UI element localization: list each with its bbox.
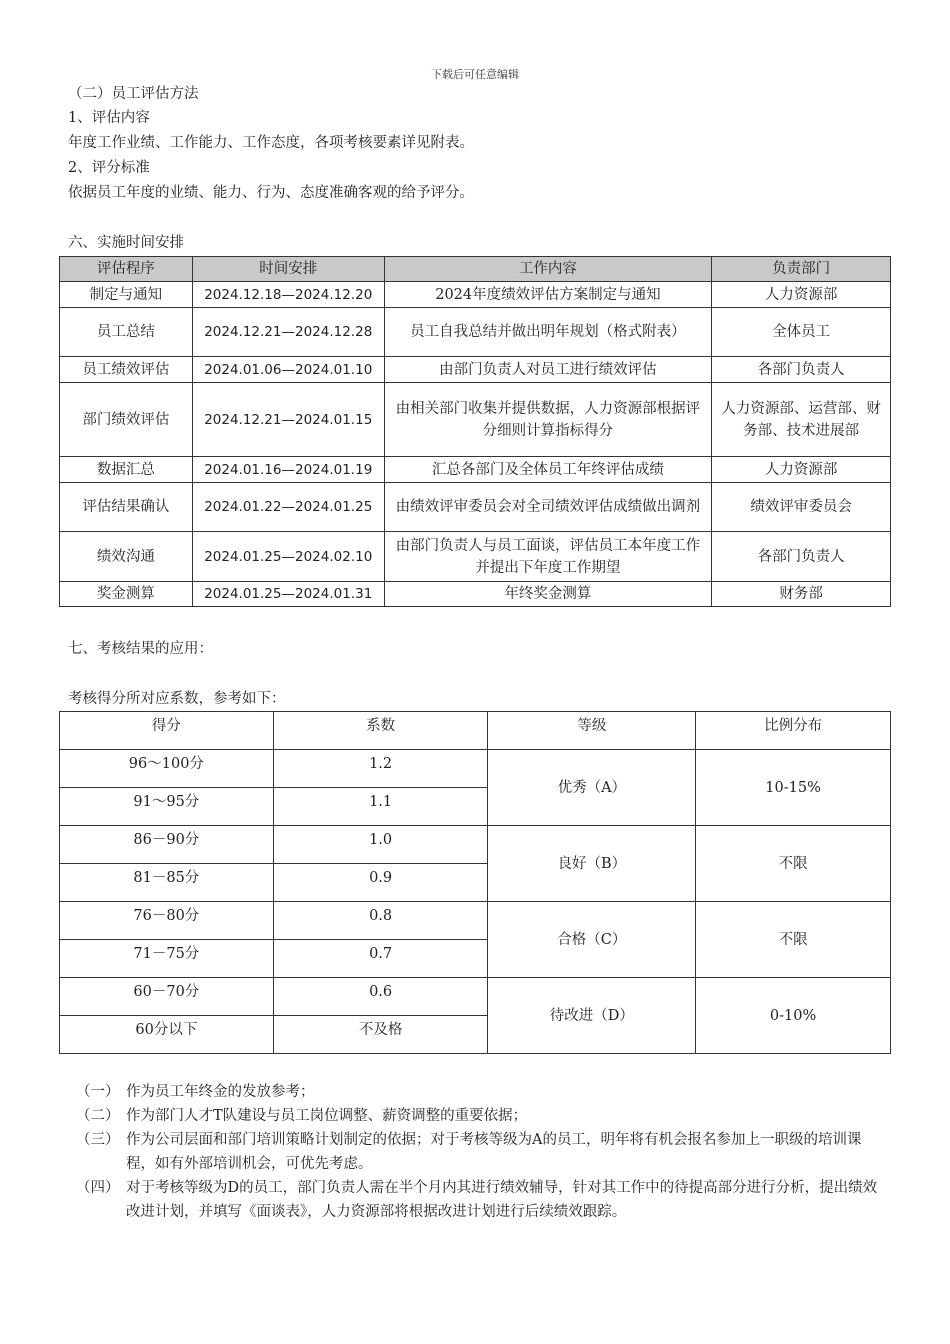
results-title: 七、考核结果的应用： xyxy=(68,641,213,657)
list-item-number: （一） xyxy=(76,1084,120,1100)
table-row xyxy=(60,826,891,864)
table-row xyxy=(60,532,891,582)
score-range: 96～100分 xyxy=(60,750,274,788)
schedule-dept: 财务部 xyxy=(712,582,891,607)
grade-cell: 良好（B） xyxy=(488,826,696,902)
schedule-time: 2024.12.21—2024.12.28 xyxy=(192,308,384,357)
grade-cell: 合格（C） xyxy=(488,902,696,978)
schedule-content: 汇总各部门及全体员工年终评估成绩 xyxy=(384,457,712,483)
list-item xyxy=(76,1176,886,1224)
schedule-time: 2024.01.06—2024.01.10 xyxy=(192,357,384,383)
score-table xyxy=(59,711,891,1054)
table-row xyxy=(60,902,891,940)
ratio-cell: 0-10% xyxy=(696,978,891,1054)
ratio-cell: 不限 xyxy=(696,826,891,902)
score-coef: 0.6 xyxy=(273,978,488,1016)
table-row xyxy=(60,282,891,308)
applications-list xyxy=(76,1080,886,1224)
schedule-step: 员工总结 xyxy=(60,308,193,357)
list-item xyxy=(76,1080,886,1104)
list-item xyxy=(76,1128,886,1176)
section-eval-title: （二）员工评估方法 xyxy=(68,86,199,102)
schedule-content: 年终奖金测算 xyxy=(384,582,712,607)
score-coef: 1.1 xyxy=(273,788,488,826)
schedule-step: 评估结果确认 xyxy=(60,483,193,532)
score-coef: 1.0 xyxy=(273,826,488,864)
schedule-dept: 绩效评审委员会 xyxy=(712,483,891,532)
schedule-dept: 全体员工 xyxy=(712,308,891,357)
score-range: 60－70分 xyxy=(60,978,274,1016)
schedule-title: 六、实施时间安排 xyxy=(68,235,184,251)
schedule-step: 制定与通知 xyxy=(60,282,193,308)
score-coef: 1.2 xyxy=(273,750,488,788)
schedule-time: 2024.01.22—2024.01.25 xyxy=(192,483,384,532)
list-item-text: 作为员工年终金的发放参考； xyxy=(126,1084,315,1100)
schedule-header-cell: 时间安排 xyxy=(192,257,384,282)
table-row xyxy=(60,582,891,607)
grade-cell: 优秀（A） xyxy=(488,750,696,826)
list-item-number: （二） xyxy=(76,1108,120,1124)
table-row xyxy=(60,483,891,532)
score-range: 91～95分 xyxy=(60,788,274,826)
eval-item1-text: 年度工作业绩、工作能力、工作态度，各项考核要素详见附表。 xyxy=(68,135,474,151)
score-header-cell: 比例分布 xyxy=(696,712,891,750)
schedule-time: 2024.12.18—2024.12.20 xyxy=(192,282,384,308)
ratio-cell: 10-15% xyxy=(696,750,891,826)
schedule-dept: 各部门负责人 xyxy=(712,357,891,383)
schedule-time: 2024.01.25—2024.01.31 xyxy=(192,582,384,607)
eval-item2-title: 2、评分标准 xyxy=(68,160,150,176)
schedule-dept: 人力资源部、运营部、财务部、技术进展部 xyxy=(712,383,891,457)
score-coef: 0.8 xyxy=(273,902,488,940)
schedule-step: 数据汇总 xyxy=(60,457,193,483)
schedule-dept: 人力资源部 xyxy=(712,457,891,483)
score-range: 71－75分 xyxy=(60,940,274,978)
schedule-content: 由绩效评审委员会对全司绩效评估成绩做出调剂 xyxy=(384,483,712,532)
schedule-content: 由部门负责人与员工面谈，评估员工本年度工作并提出下年度工作期望 xyxy=(384,532,712,582)
schedule-header-row xyxy=(60,257,891,282)
score-header-row xyxy=(60,712,891,750)
score-range: 86－90分 xyxy=(60,826,274,864)
schedule-time: 2024.12.21—2024.01.15 xyxy=(192,383,384,457)
score-range: 76－80分 xyxy=(60,902,274,940)
table-row xyxy=(60,308,891,357)
table-row xyxy=(60,383,891,457)
score-header-cell: 系数 xyxy=(273,712,488,750)
schedule-header-cell: 工作内容 xyxy=(384,257,712,282)
list-item-number: （四） xyxy=(76,1180,120,1196)
schedule-step: 绩效沟通 xyxy=(60,532,193,582)
eval-item2-text: 依据员工年度的业绩、能力、行为、态度准确客观的给予评分。 xyxy=(68,185,474,201)
score-range: 60分以下 xyxy=(60,1016,274,1054)
schedule-header-cell: 评估程序 xyxy=(60,257,193,282)
table-row xyxy=(60,750,891,788)
page-header-note: 下载后可任意编辑 xyxy=(431,68,519,81)
eval-item1-title: 1、评估内容 xyxy=(68,110,150,126)
list-item-text: 作为公司层面和部门培训策略计划制定的依据；对于考核等级为A的员工，明年将有机会报名参加上一职级的培训课程，如有外部培训机会，可优先考虑。 xyxy=(126,1132,862,1172)
schedule-content: 由部门负责人对员工进行绩效评估 xyxy=(384,357,712,383)
score-coef: 不及格 xyxy=(273,1016,488,1054)
table-row xyxy=(60,457,891,483)
schedule-time: 2024.01.25—2024.02.10 xyxy=(192,532,384,582)
results-subtitle: 考核得分所对应系数，参考如下： xyxy=(68,691,286,707)
score-header-cell: 等级 xyxy=(488,712,696,750)
schedule-time: 2024.01.16—2024.01.19 xyxy=(192,457,384,483)
score-range: 81－85分 xyxy=(60,864,274,902)
list-item-number: （三） xyxy=(76,1132,120,1148)
list-item-text: 对于考核等级为D的员工，部门负责人需在半个月内其进行绩效辅导，针对其工作中的待提高部分进行分析，提出绩效改进计划，并填写《面谈表》，人力资源部将根据改进计划进行后续绩效跟踪。 xyxy=(126,1180,878,1220)
score-coef: 0.7 xyxy=(273,940,488,978)
score-header-cell: 得分 xyxy=(60,712,274,750)
table-row xyxy=(60,978,891,1016)
schedule-step: 奖金测算 xyxy=(60,582,193,607)
ratio-cell: 不限 xyxy=(696,902,891,978)
schedule-content: 由相关部门收集并提供数据，人力资源部根据评分细则计算指标得分 xyxy=(384,383,712,457)
schedule-content: 员工自我总结并做出明年规划（格式附表） xyxy=(384,308,712,357)
schedule-header-cell: 负责部门 xyxy=(712,257,891,282)
list-item xyxy=(76,1104,886,1128)
schedule-dept: 各部门负责人 xyxy=(712,532,891,582)
schedule-step: 员工绩效评估 xyxy=(60,357,193,383)
score-coef: 0.9 xyxy=(273,864,488,902)
table-row xyxy=(60,357,891,383)
grade-cell: 待改进（D） xyxy=(488,978,696,1054)
schedule-table xyxy=(59,256,891,607)
schedule-step: 部门绩效评估 xyxy=(60,383,193,457)
list-item-text: 作为部门人才T队建设与员工岗位调整、薪资调整的重要依据； xyxy=(126,1108,528,1124)
schedule-dept: 人力资源部 xyxy=(712,282,891,308)
schedule-content: 2024年度绩效评估方案制定与通知 xyxy=(384,282,712,308)
